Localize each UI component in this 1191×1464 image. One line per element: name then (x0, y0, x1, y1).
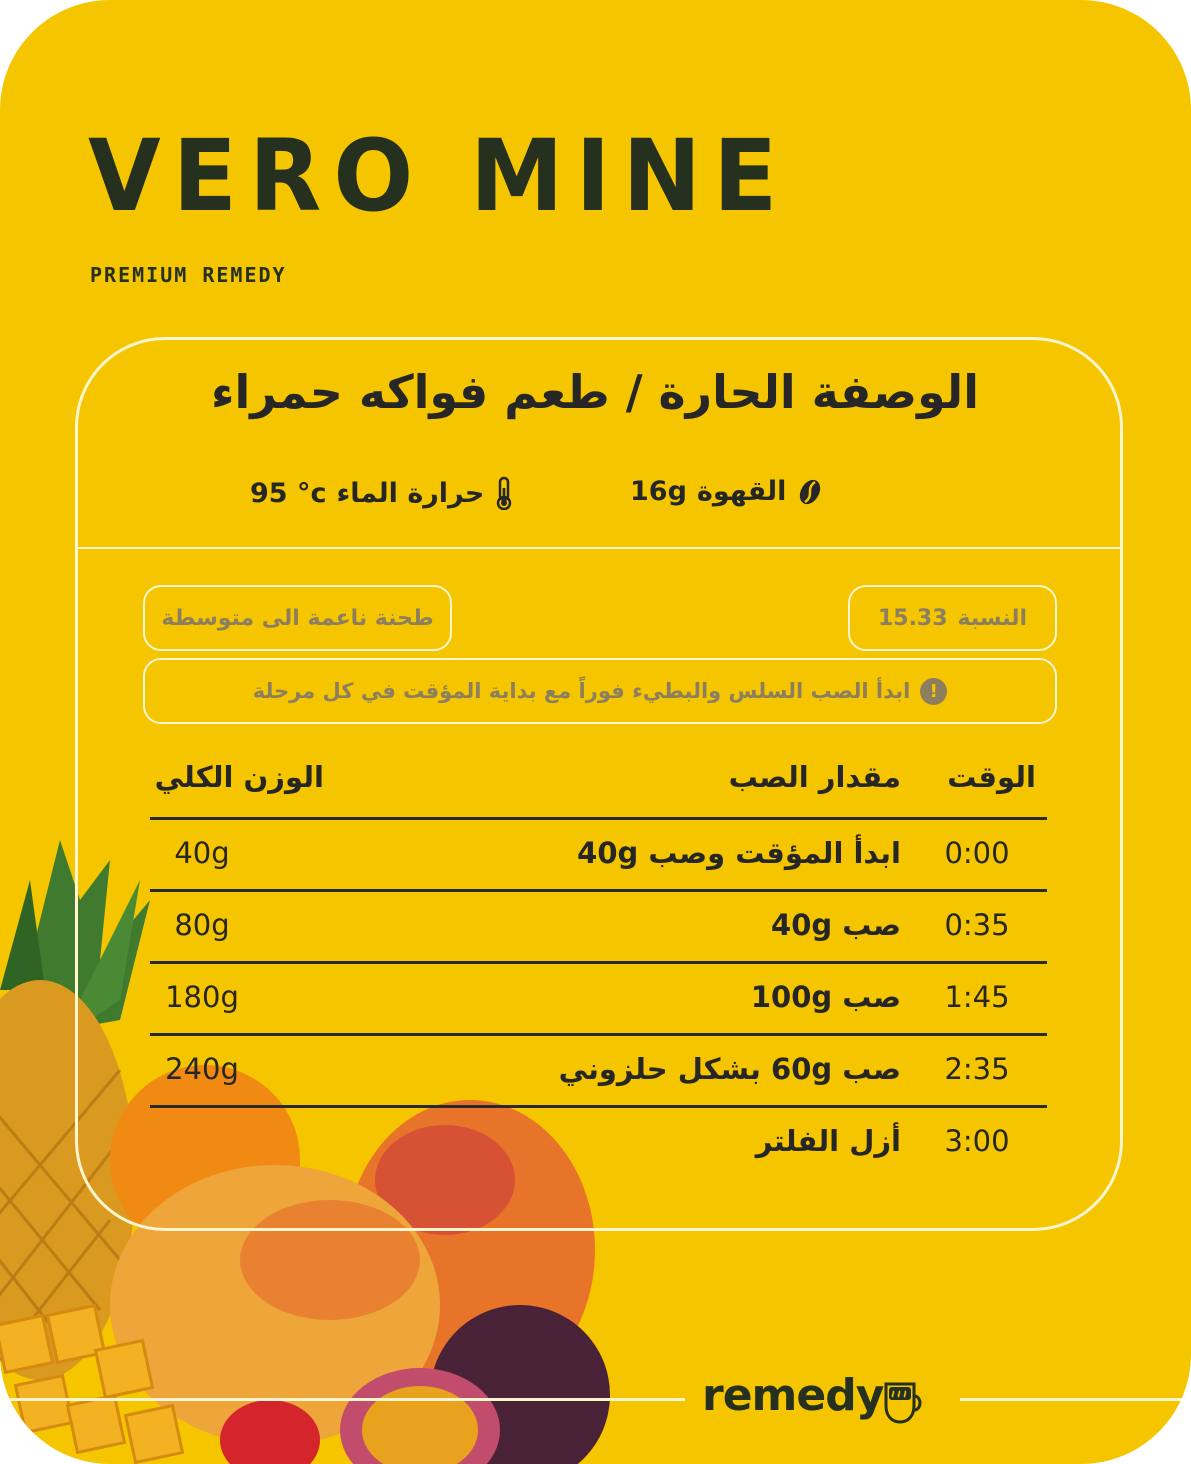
row-total: 40g (174, 836, 230, 870)
coffee-bean-icon (796, 477, 824, 507)
thermometer-icon (494, 476, 514, 510)
coffee-label: القهوة (696, 476, 787, 507)
brand-name: VERO MINE (88, 119, 790, 235)
footer-divider (960, 1398, 1185, 1401)
tip-chip (143, 658, 1057, 724)
row-total: 80g (174, 908, 230, 942)
table-row (150, 961, 1047, 1033)
water-label: حرارة الماء (336, 477, 485, 509)
row-time: 1:45 (944, 980, 1010, 1014)
water-value: 95 °c (250, 477, 327, 509)
water-temperature (250, 476, 514, 510)
ratio-label: النسبة (957, 605, 1028, 631)
row-time: 0:00 (944, 836, 1010, 870)
recipe-title: الوصفة الحارة / طعم فواكه حمراء (211, 365, 979, 419)
cup-icon (880, 1376, 924, 1428)
table-row (150, 1033, 1047, 1105)
row-pour: صب 60g بشكل حلزوني (558, 1052, 901, 1086)
header-total: الوزن الكلي (154, 760, 324, 794)
row-pour: صب 40g (771, 908, 901, 942)
brand-tagline: PREMIUM REMEDY (90, 263, 287, 287)
row-total: 180g (165, 980, 239, 1014)
row-time: 3:00 (944, 1124, 1010, 1158)
table-row (150, 817, 1047, 889)
grind-size: طحنة ناعمة الى متوسطة (161, 605, 434, 631)
row-total (162, 1105, 242, 1177)
ratio-value: 15.33 (877, 605, 948, 631)
header-pour: مقدار الصب (728, 760, 901, 794)
remedy-logo: remedy (702, 1370, 884, 1421)
tip-text: ابدأ الصب السلس والبطيء فوراً مع بداية المؤقت في كل مرحلة (252, 679, 911, 703)
table-row (150, 889, 1047, 961)
row-time: 2:35 (944, 1052, 1010, 1086)
coffee-dose (630, 476, 824, 507)
grind-chip (143, 585, 452, 651)
panel-divider (75, 547, 1120, 549)
row-pour: ابدأ المؤقت وصب 40g (577, 836, 901, 870)
row-pour: أزل الفلتر (755, 1124, 901, 1158)
exclamation-icon: ! (920, 678, 947, 705)
row-total: 240g (165, 1052, 239, 1086)
row-time: 0:35 (944, 908, 1010, 942)
table-row (150, 1105, 1047, 1177)
ratio-chip (848, 585, 1057, 651)
footer-divider (10, 1398, 685, 1401)
header-time: الوقت (947, 760, 1036, 794)
row-pour: صب 100g (750, 980, 901, 1014)
coffee-value: 16g (630, 476, 687, 507)
